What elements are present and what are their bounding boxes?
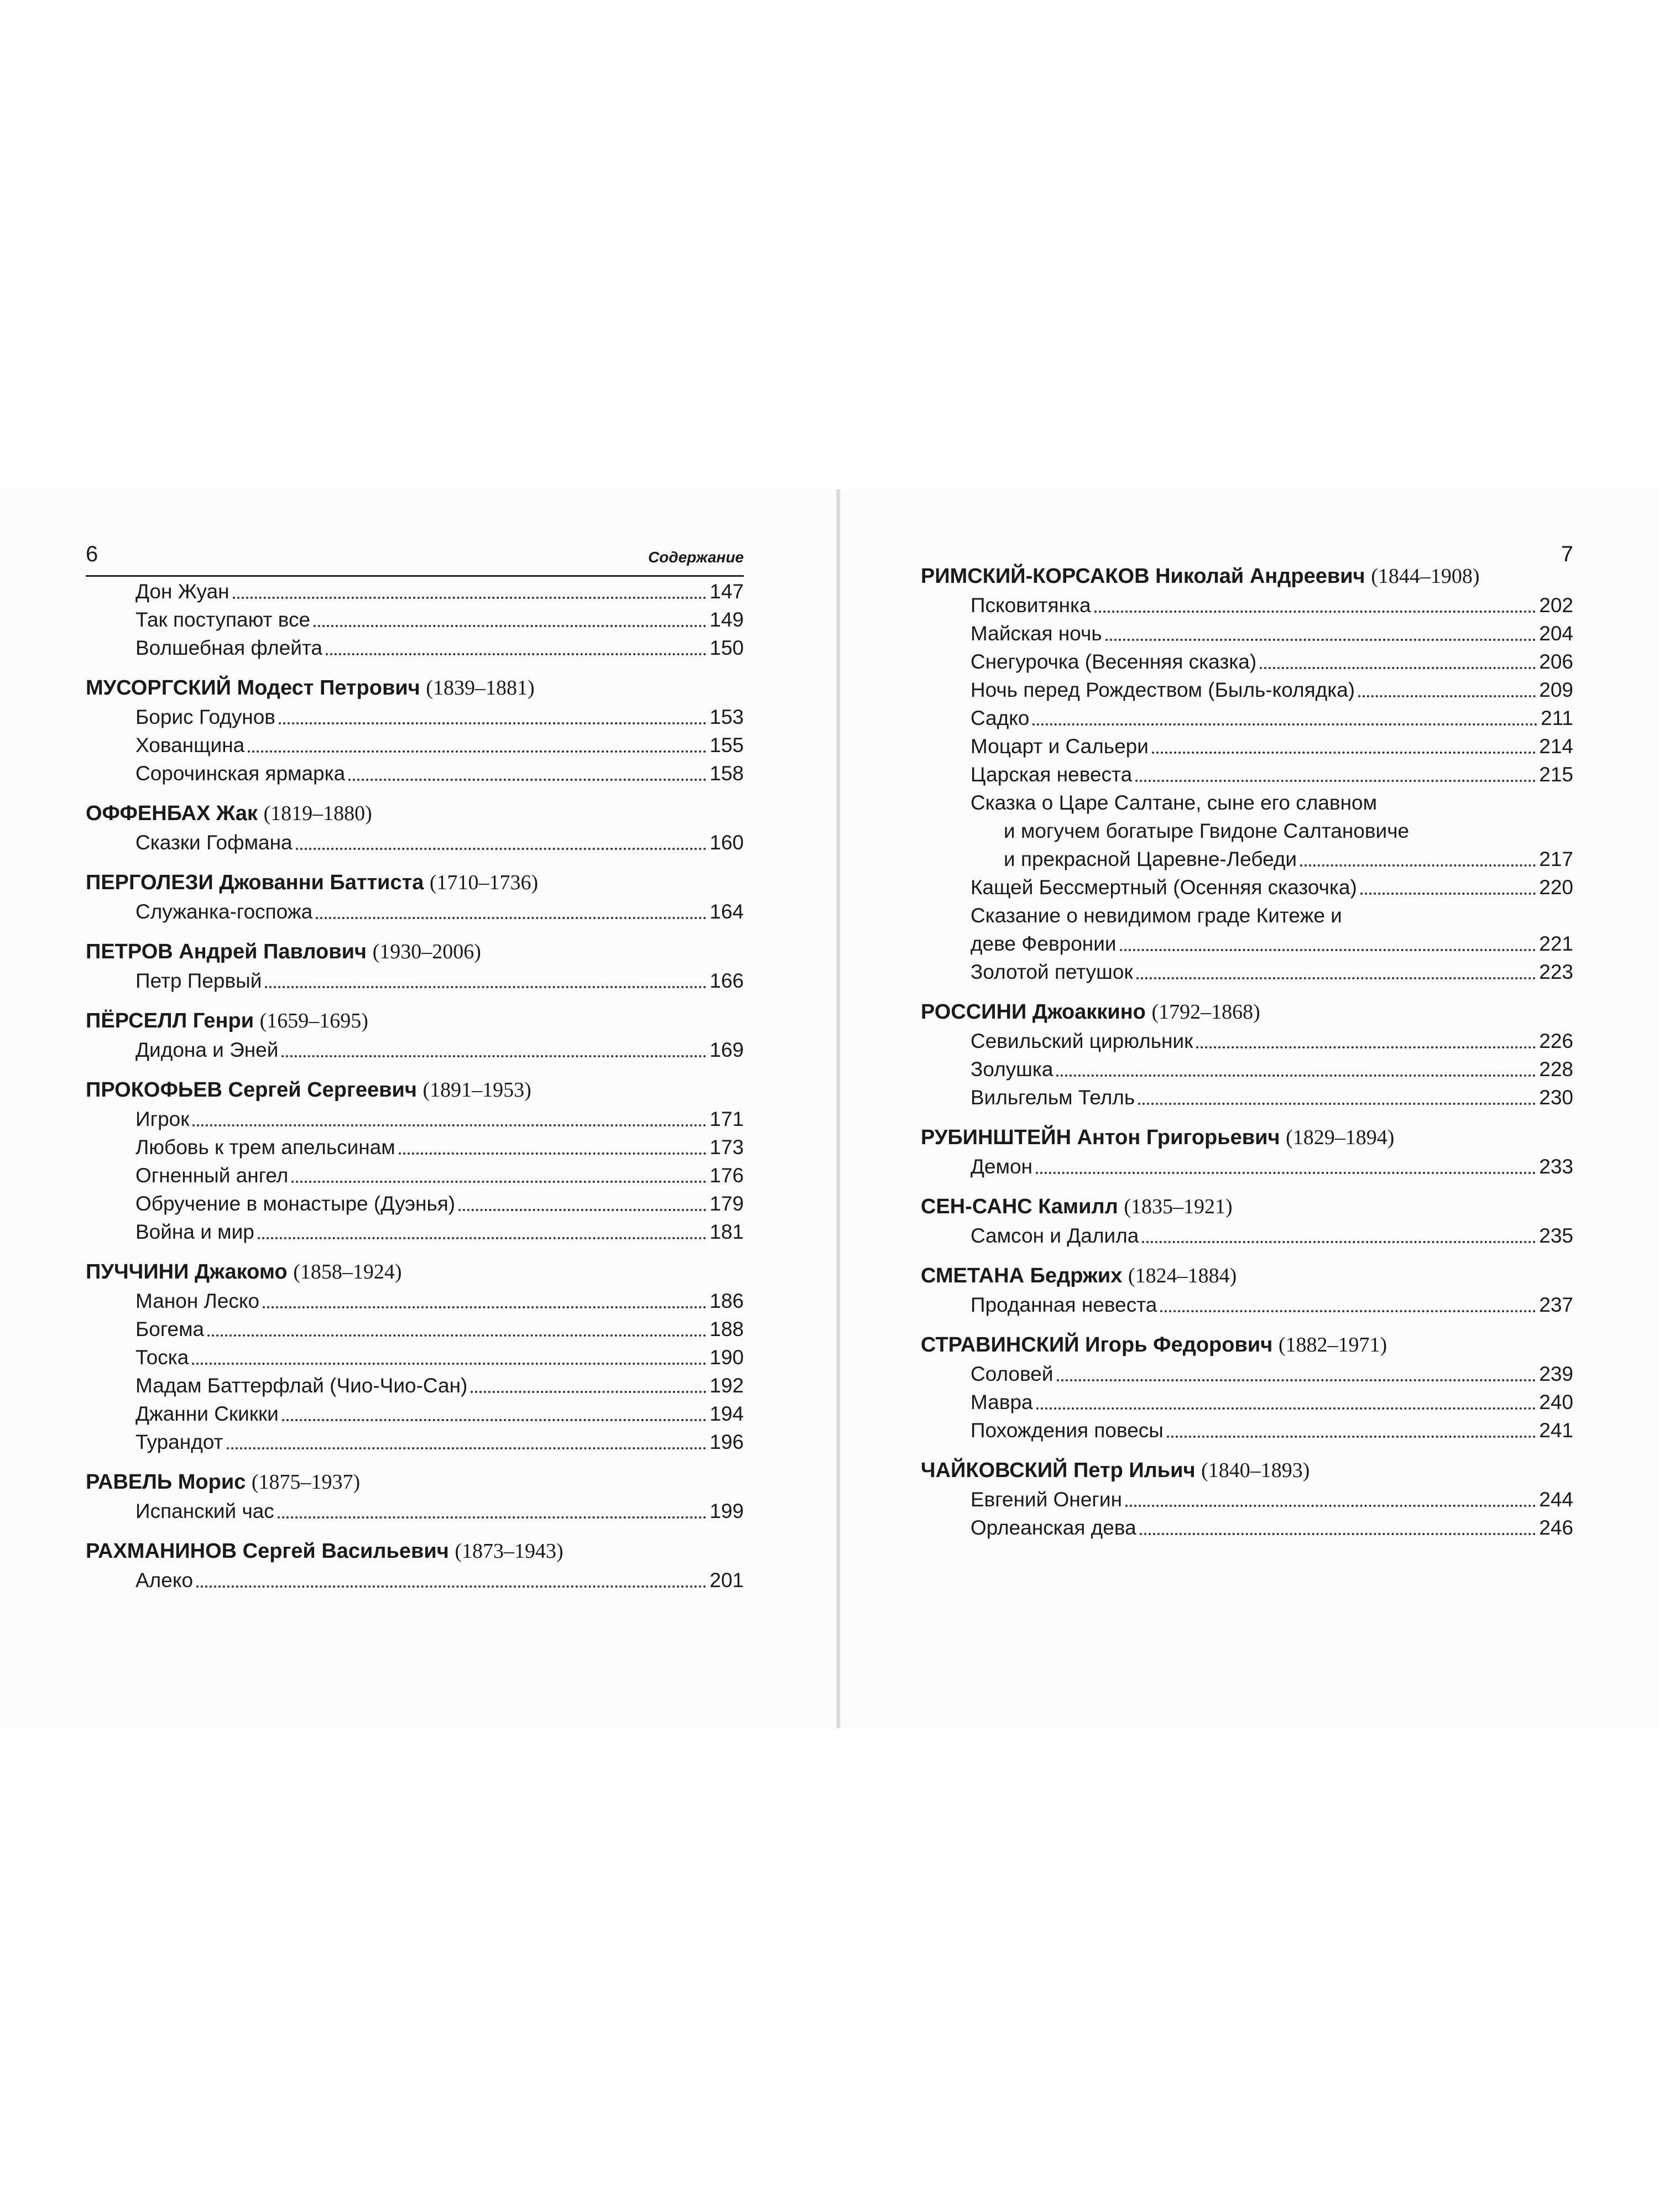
dot-leader: [192, 1363, 706, 1365]
toc-entry: [921, 1055, 1573, 1083]
toc-entry: [921, 732, 1573, 760]
toc-entry: [86, 1133, 744, 1161]
entry-page-number: 214: [1539, 735, 1573, 758]
dot-leader: [248, 750, 706, 753]
entry-title: Волшебная флейта: [135, 637, 322, 659]
entry-title: Евгений Онегин: [971, 1488, 1123, 1511]
toc-entry: [86, 1343, 744, 1371]
composer-name: ЧАЙКОВСКИЙ Петр Ильич: [921, 1459, 1196, 1482]
dot-leader: [1260, 667, 1536, 669]
entry-page-number: 158: [709, 762, 744, 785]
toc-entry: [921, 1416, 1573, 1444]
page-number: 6: [86, 542, 98, 566]
toc-entry: [86, 1036, 744, 1064]
composer-heading: [86, 1467, 744, 1497]
entry-title: Обручение в монастыре (Дуэнья): [135, 1192, 456, 1215]
composer-dates: (1844–1908): [1371, 565, 1480, 588]
left-page: [86, 542, 744, 1594]
dot-leader: [227, 1447, 707, 1449]
entry-title: Игрок: [135, 1108, 190, 1130]
dot-leader: [265, 986, 706, 988]
entry-title: Так поступают все: [135, 608, 311, 631]
entry-title: Соловей: [971, 1363, 1053, 1385]
composer-heading: [86, 937, 744, 967]
entry-title: Манон Леско: [135, 1290, 260, 1312]
toc-entry: [921, 676, 1573, 704]
composer-dates: (1840–1893): [1201, 1459, 1310, 1482]
composer-name: РАВЕЛЬ Морис: [86, 1470, 246, 1494]
dot-leader: [196, 1585, 706, 1588]
left-page-header: [86, 542, 744, 577]
entry-title: Псковитянка: [971, 594, 1091, 617]
toc-entry: [921, 958, 1573, 986]
dot-leader: [1160, 1310, 1536, 1312]
composer-name: ПУЧЧИНИ Джакомо: [86, 1260, 288, 1284]
dot-leader: [1360, 893, 1536, 895]
entry-title: Хованщина: [135, 734, 245, 757]
dot-leader: [314, 625, 706, 627]
entry-page-number: 246: [1539, 1516, 1573, 1539]
entry-title: Сказка о Царе Салтане, сыне его славном: [971, 791, 1378, 814]
entry-title: Орлеанская дева: [971, 1516, 1136, 1539]
entry-page-number: 155: [709, 734, 744, 757]
composer-name: МУСОРГСКИЙ Модест Петрович: [86, 676, 420, 700]
dot-leader: [1120, 949, 1536, 951]
composer-heading: [86, 1075, 744, 1105]
entry-title: Джанни Скикки: [135, 1402, 279, 1425]
entry-page-number: 204: [1539, 622, 1573, 645]
dot-leader: [278, 1516, 706, 1519]
running-head: Содержание: [648, 549, 744, 566]
entry-page-number: 223: [1539, 961, 1573, 983]
composer-heading: [921, 1455, 1573, 1485]
entry-page-number: 211: [1541, 707, 1573, 729]
entry-title: Любовь к трем апельсинам: [135, 1136, 395, 1159]
composer-heading: [86, 1006, 744, 1036]
composer-dates: (1710–1736): [429, 871, 539, 894]
entry-title: Тоска: [135, 1346, 189, 1369]
toc-entry: [921, 1152, 1573, 1181]
toc-entry: [86, 828, 744, 857]
entry-title: Похождения повесы: [971, 1419, 1164, 1442]
toc-entry: [86, 1218, 744, 1246]
entry-title: Демон: [971, 1155, 1033, 1178]
composer-dates: (1824–1884): [1128, 1264, 1237, 1287]
dot-leader: [1142, 1241, 1536, 1243]
entry-title: Огненный ангел: [135, 1164, 289, 1187]
composer-heading: [921, 1123, 1573, 1152]
toc-entry: [921, 873, 1573, 901]
composer-name: СТРАВИНСКИЙ Игорь Федорович: [921, 1333, 1273, 1357]
toc-entry: [921, 591, 1573, 619]
composer-heading: [921, 1261, 1573, 1291]
entry-title: и могучем богатыре Гвидоне Салтановиче: [1004, 820, 1410, 842]
composer-name: ПРОКОФЬЕВ Сергей Сергеевич: [86, 1078, 417, 1102]
entry-page-number: 241: [1539, 1419, 1573, 1442]
dot-leader: [207, 1334, 706, 1337]
dot-leader: [279, 722, 706, 724]
toc-entry: [921, 704, 1573, 732]
toc-entry: [86, 1428, 744, 1456]
entry-title: Служанка-госпожа: [135, 900, 313, 923]
dot-leader: [1358, 695, 1536, 697]
entry-page-number: 221: [1539, 932, 1573, 955]
composer-heading: [86, 673, 744, 703]
entry-title: Война и мир: [135, 1220, 254, 1243]
composer-name: РУБИНШТЕЙН Антон Григорьевич: [921, 1126, 1280, 1149]
page-number: 7: [1561, 542, 1573, 566]
toc-entry: [921, 1388, 1573, 1416]
composer-dates: (1873–1943): [455, 1540, 564, 1563]
entry-page-number: 153: [709, 706, 744, 728]
composer-heading: [921, 997, 1573, 1027]
dot-leader: [296, 848, 707, 850]
toc-entry: [86, 634, 744, 662]
toc-entry: [86, 731, 744, 759]
entry-title: Ночь перед Рождеством (Быль-колядка): [971, 679, 1355, 701]
toc-entry: [86, 1400, 744, 1428]
composer-dates: (1882–1971): [1278, 1333, 1387, 1357]
dot-leader: [1057, 1379, 1536, 1381]
dot-leader: [399, 1152, 707, 1155]
entry-page-number: 150: [709, 637, 744, 659]
dot-leader: [1032, 723, 1537, 726]
toc-entry: [921, 789, 1573, 817]
toc-entry: [921, 760, 1573, 789]
toc-entry: [86, 967, 744, 995]
entry-page-number: 215: [1539, 763, 1573, 786]
toc-entry: [86, 1287, 744, 1315]
entry-title: и прекрасной Царевне-Лебеди: [1004, 848, 1297, 870]
dot-leader: [1135, 780, 1536, 782]
entry-title: Богема: [135, 1318, 205, 1340]
entry-page-number: 199: [709, 1500, 744, 1522]
dot-leader: [1196, 1046, 1536, 1048]
toc-entry: [921, 1083, 1573, 1112]
toc-entry: [921, 1222, 1573, 1250]
entry-page-number: 171: [709, 1108, 744, 1130]
entry-title: Мавра: [971, 1391, 1033, 1413]
dot-leader: [1105, 639, 1536, 641]
entry-title: Золушка: [971, 1058, 1053, 1081]
dot-leader: [1140, 1533, 1536, 1535]
composer-heading: [86, 868, 744, 898]
dot-leader: [1136, 977, 1536, 979]
composer-dates: (1891–1953): [422, 1078, 531, 1102]
entry-title: Майская ночь: [971, 622, 1102, 645]
composer-heading: [86, 1536, 744, 1566]
composer-name: ОФФЕНБАХ Жак: [86, 802, 258, 825]
entry-page-number: 230: [1539, 1086, 1573, 1109]
entry-page-number: 188: [709, 1318, 744, 1340]
entry-title: Кащей Бессмертный (Осенняя сказочка): [971, 876, 1357, 899]
toc-entry: [921, 1027, 1573, 1055]
composer-name: СМЕТАНА Бедржих: [921, 1264, 1123, 1287]
dot-leader: [1036, 1172, 1536, 1174]
entry-title: Мадам Баттерфлай (Чио-Чио-Сан): [135, 1374, 468, 1397]
entry-title: Самсон и Далила: [971, 1224, 1139, 1247]
right-page: [921, 542, 1573, 1542]
dot-leader: [1094, 611, 1536, 613]
entry-page-number: 239: [1539, 1363, 1573, 1385]
entry-page-number: 233: [1539, 1155, 1573, 1178]
dot-leader: [348, 779, 706, 781]
entry-page-number: 169: [709, 1039, 744, 1061]
dot-leader: [263, 1306, 706, 1308]
dot-leader: [471, 1391, 706, 1393]
composer-dates: (1659–1695): [259, 1009, 368, 1032]
toc-entry: [921, 619, 1573, 648]
composer-name: РИМСКИЙ-КОРСАКОВ Николай Андреевич: [921, 565, 1365, 588]
entry-title: Испанский час: [135, 1500, 274, 1522]
toc-entry: [86, 898, 744, 926]
entry-page-number: 176: [709, 1164, 744, 1187]
dot-leader: [458, 1209, 706, 1211]
composer-heading: [86, 1257, 744, 1287]
dot-leader: [258, 1237, 706, 1239]
entry-page-number: 237: [1539, 1293, 1573, 1316]
dot-leader: [282, 1419, 706, 1421]
left-toc: [86, 577, 744, 1594]
toc-entry: [86, 1371, 744, 1400]
entry-page-number: 196: [709, 1431, 744, 1453]
header-rule: [86, 575, 744, 577]
toc-entry: [86, 577, 744, 606]
toc-entry: [921, 845, 1573, 873]
entry-title: Алеко: [135, 1569, 194, 1592]
toc-entry: [86, 703, 744, 731]
toc-entry: [86, 1566, 744, 1594]
toc-entry: [921, 817, 1573, 845]
dot-leader: [291, 1181, 706, 1183]
entry-page-number: 149: [709, 608, 744, 631]
entry-title: Сказки Гофмана: [135, 831, 293, 854]
toc-entry: [86, 606, 744, 634]
entry-page-number: 244: [1539, 1488, 1573, 1511]
entry-page-number: 201: [709, 1569, 744, 1592]
entry-page-number: 190: [709, 1346, 744, 1369]
dot-leader: [1036, 1407, 1536, 1410]
toc-entry: [86, 1190, 744, 1218]
composer-dates: (1835–1921): [1124, 1195, 1233, 1218]
entry-page-number: 179: [709, 1192, 744, 1215]
entry-page-number: 147: [709, 580, 744, 603]
toc-entry: [921, 1514, 1573, 1542]
composer-dates: (1792–1868): [1151, 1000, 1260, 1024]
composer-dates: (1858–1924): [293, 1260, 402, 1284]
composer-heading: [86, 799, 744, 828]
toc-entry: [921, 1485, 1573, 1514]
dot-leader: [1056, 1074, 1536, 1077]
entry-title: Вильгельм Телль: [971, 1086, 1135, 1109]
entry-title: Сказание о невидимом граде Китеже и: [971, 904, 1342, 927]
toc-entry: [921, 901, 1573, 930]
composer-name: ПЕТРОВ Андрей Павлович: [86, 940, 367, 963]
entry-page-number: 209: [1539, 679, 1573, 701]
composer-name: ПЁРСЕЛЛ Генри: [86, 1009, 254, 1032]
entry-title: Дон Жуан: [135, 580, 229, 603]
toc-entry: [86, 759, 744, 787]
entry-title: Золотой петушок: [971, 961, 1133, 983]
toc-entry: [921, 930, 1573, 958]
composer-heading: [921, 561, 1573, 591]
composer-name: ПЕРГОЛЕЗИ Джованни Баттиста: [86, 871, 424, 894]
entry-title: деве Февронии: [971, 932, 1117, 955]
toc-entry: [921, 1360, 1573, 1388]
entry-page-number: 181: [709, 1220, 744, 1243]
composer-dates: (1839–1881): [426, 676, 535, 700]
dot-leader: [1167, 1436, 1536, 1438]
composer-name: СЕН-САНС Камилл: [921, 1195, 1118, 1218]
dot-leader: [316, 917, 706, 919]
entry-page-number: 164: [709, 900, 744, 923]
toc-entry: [86, 1315, 744, 1343]
dot-leader: [326, 653, 706, 655]
entry-page-number: 194: [709, 1402, 744, 1425]
composer-name: РАХМАНИНОВ Сергей Васильевич: [86, 1540, 449, 1563]
entry-page-number: 160: [709, 831, 744, 854]
dot-leader: [1138, 1103, 1536, 1105]
dot-leader: [1125, 1505, 1536, 1507]
entry-title: Борис Годунов: [135, 706, 275, 728]
entry-title: Сорочинская ярмарка: [135, 762, 346, 785]
dot-leader: [1300, 864, 1536, 867]
composer-heading: [921, 1192, 1573, 1222]
dot-leader: [281, 1055, 706, 1057]
composer-dates: (1875–1937): [251, 1470, 361, 1494]
entry-title: Царская невеста: [971, 763, 1133, 786]
entry-page-number: 173: [709, 1136, 744, 1159]
toc-entry: [86, 1161, 744, 1190]
dot-leader: [1152, 752, 1536, 754]
right-page-header: [921, 542, 1573, 566]
dot-leader: [192, 1124, 706, 1126]
entry-page-number: 217: [1539, 848, 1573, 870]
toc-entry: [86, 1105, 744, 1133]
composer-dates: (1930–2006): [372, 940, 481, 963]
entry-title: Турандот: [135, 1431, 223, 1453]
entry-page-number: 226: [1539, 1030, 1573, 1052]
composer-name: РОССИНИ Джоаккино: [921, 1000, 1146, 1024]
entry-page-number: 240: [1539, 1391, 1573, 1413]
entry-page-number: 220: [1539, 876, 1573, 899]
composer-dates: (1819–1880): [263, 802, 372, 825]
entry-title: Петр Первый: [135, 969, 262, 992]
entry-title: Садко: [971, 707, 1030, 729]
book-gutter: [836, 489, 841, 1728]
toc-entry: [86, 1497, 744, 1525]
entry-page-number: 192: [709, 1374, 744, 1397]
entry-page-number: 206: [1539, 650, 1573, 673]
entry-page-number: 235: [1539, 1224, 1573, 1247]
entry-page-number: 202: [1539, 594, 1573, 617]
toc-entry: [921, 1291, 1573, 1319]
toc-entry: [921, 648, 1573, 676]
entry-page-number: 166: [709, 969, 744, 992]
entry-title: Дидона и Эней: [135, 1039, 279, 1061]
entry-page-number: 186: [709, 1290, 744, 1312]
composer-dates: (1829–1894): [1286, 1126, 1395, 1149]
dot-leader: [233, 597, 707, 599]
entry-title: Моцарт и Сальери: [971, 735, 1149, 758]
composer-heading: [921, 1330, 1573, 1360]
entry-title: Снегурочка (Весенняя сказка): [971, 650, 1257, 673]
right-toc: [921, 561, 1573, 1542]
entry-title: Севильский цирюльник: [971, 1030, 1193, 1052]
entry-page-number: 228: [1539, 1058, 1573, 1081]
entry-title: Проданная невеста: [971, 1293, 1157, 1316]
